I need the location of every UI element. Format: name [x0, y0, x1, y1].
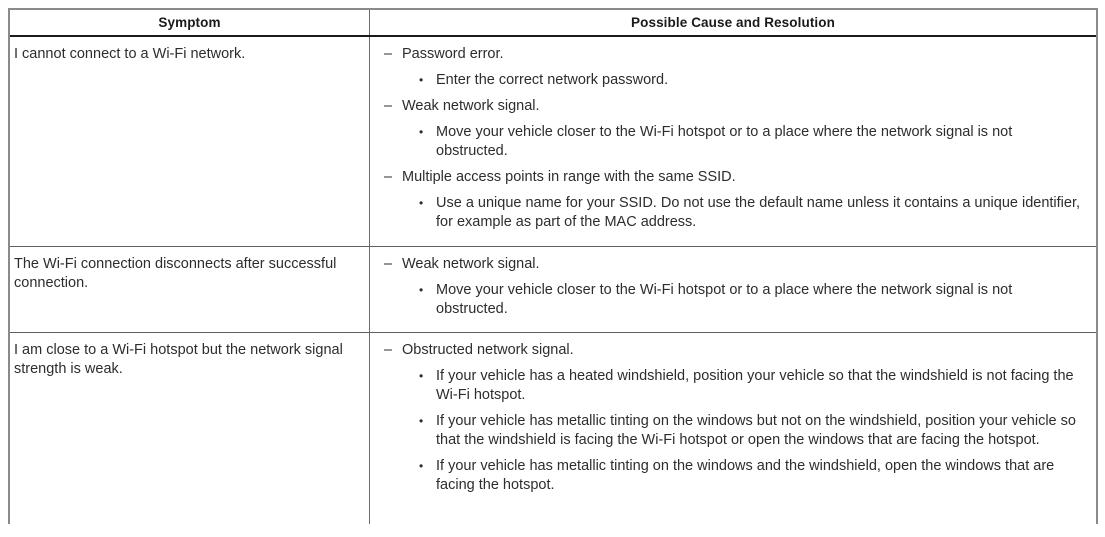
cause-text: Weak network signal.: [402, 256, 540, 272]
cause-text: Password error.: [402, 46, 504, 62]
cause-text: Weak network signal.: [402, 98, 540, 114]
causes-cell: [370, 37, 1096, 246]
resolution-text: If your vehicle has metallic tinting on the windows but not on the windshield, position your vehicle so that the windshield is facing the Wi-Fi hotspot or open the windows that are facing the hotspot.: [436, 413, 1076, 448]
table-row: [10, 37, 1096, 247]
symptom-cell: [10, 247, 370, 332]
resolution-item: [419, 367, 1086, 405]
resolution-text: Use a unique name for your SSID. Do not use the default name unless it contains a unique identifier, for example as part of the MAC address.: [436, 195, 1081, 230]
bullet-marker: •: [419, 369, 424, 383]
resolution-text: Move your vehicle closer to the Wi-Fi hotspot or to a place where the network signal is not obstructed.: [436, 124, 1013, 159]
resolution-item: [419, 457, 1086, 495]
dash-marker: –: [384, 98, 393, 114]
resolution-item: [419, 281, 1086, 319]
table-row: [10, 247, 1096, 333]
bullet-marker: •: [419, 459, 424, 473]
resolution-text: Enter the correct network password.: [436, 72, 669, 88]
bullet-marker: •: [419, 283, 424, 297]
dash-marker: –: [384, 46, 393, 62]
table-header-row: [10, 10, 1096, 37]
resolution-item: [419, 194, 1086, 232]
cause-item: [384, 255, 1086, 274]
symptom-cell: [10, 37, 370, 246]
cause-item: [384, 97, 1086, 116]
cause-text: Multiple access points in range with the same SSID.: [402, 169, 736, 185]
cause-text: Obstructed network signal.: [402, 342, 574, 358]
bullet-marker: •: [419, 125, 424, 139]
resolution-text: Move your vehicle closer to the Wi-Fi hotspot or to a place where the network signal is not obstructed.: [436, 282, 1013, 317]
cause-item: [384, 45, 1086, 64]
resolution-item: [419, 412, 1086, 450]
cause-item: [384, 341, 1086, 360]
bullet-marker: •: [419, 414, 424, 428]
resolution-text: If your vehicle has a heated windshield, position your vehicle so that the windshield is not facing the Wi-Fi hotspot.: [436, 368, 1074, 403]
table-body: [10, 37, 1096, 524]
troubleshooting-table: [8, 8, 1098, 524]
header-symptom: Symptom: [10, 10, 370, 35]
dash-marker: –: [384, 342, 393, 358]
causes-cell: [370, 247, 1096, 332]
header-cause-resolution: Possible Cause and Resolution: [631, 15, 835, 30]
dash-marker: –: [384, 169, 393, 185]
symptom-text: I am close to a Wi-Fi hotspot but the network signal strength is weak.: [14, 342, 343, 377]
symptom-text: I cannot connect to a Wi-Fi network.: [14, 46, 246, 62]
table-row: [10, 333, 1096, 524]
dash-marker: –: [384, 256, 393, 272]
bullet-marker: •: [419, 196, 424, 210]
resolution-item: [419, 71, 1086, 90]
causes-cell: [370, 333, 1096, 524]
symptom-text: The Wi-Fi connection disconnects after successful connection.: [14, 256, 337, 291]
symptom-cell: [10, 333, 370, 524]
cause-item: [384, 168, 1086, 187]
bullet-marker: •: [419, 73, 424, 87]
resolution-item: [419, 123, 1086, 161]
resolution-text: If your vehicle has metallic tinting on the windows and the windshield, open the windows that are facing the hotspot.: [436, 458, 1055, 493]
